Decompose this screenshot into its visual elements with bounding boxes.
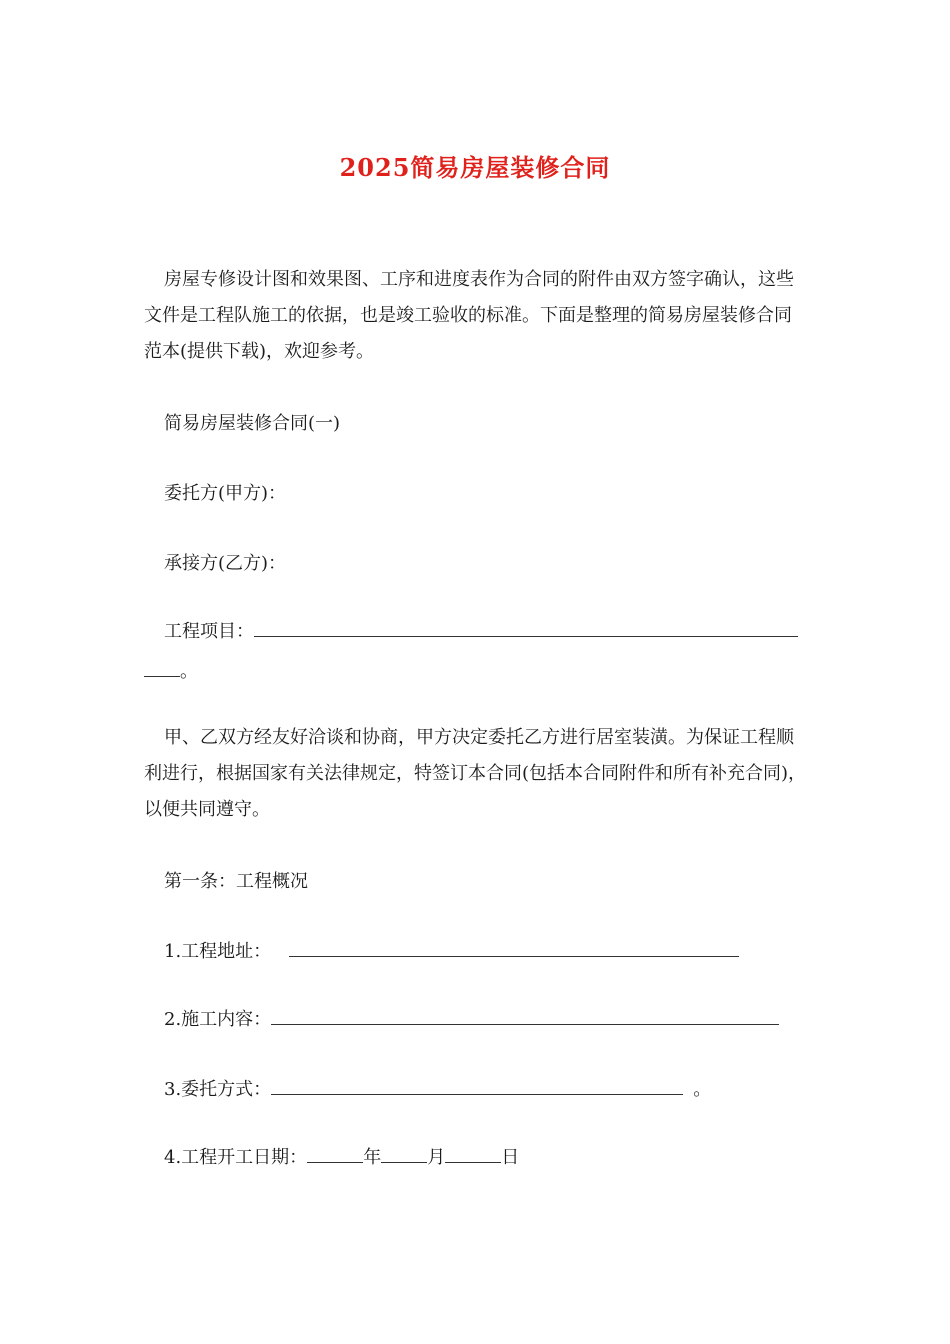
article-one-heading: 第一条：工程概况 (164, 871, 308, 892)
intro-paragraph: 房屋专修设计图和效果图、工序和进度表作为合同的附件由双方签字确认，这些文件是工程队施工的依据，也是竣工验收的标准。下面是整理的简易房屋装修合同范本(提供下载)，欢迎参考。 (144, 269, 794, 362)
contract-heading: 简易房屋装修合同(一) (164, 413, 341, 434)
item-3-line (164, 1072, 711, 1108)
project-blank (254, 618, 798, 637)
document-title: 2025简易房屋装修合同 (339, 153, 611, 182)
year-blank (307, 1144, 363, 1163)
party-b-label: 承接方(乙方)： (164, 553, 287, 574)
project-line (164, 614, 798, 650)
item-1-blank (289, 938, 739, 957)
year-label: 年 (363, 1147, 382, 1168)
day-blank (445, 1144, 501, 1163)
item-2-line (164, 1002, 779, 1038)
project-line-cont (144, 654, 198, 690)
item-3-blank (271, 1076, 683, 1095)
item-1-label: 1.工程地址： (164, 941, 272, 962)
item-1-line (164, 934, 739, 970)
month-label: 月 (427, 1147, 446, 1168)
day-label: 日 (501, 1147, 520, 1168)
item-4-line (164, 1140, 519, 1176)
party-a-label: 委托方(甲方)： (164, 483, 287, 504)
item-3-end: 。 (693, 1079, 712, 1100)
item-2-blank (271, 1006, 779, 1025)
item-2-label: 2.施工内容： (164, 1009, 272, 1030)
item-3-label: 3.委托方式： (164, 1079, 272, 1100)
project-end: 。 (180, 661, 198, 682)
project-label: 工程项目： (164, 621, 254, 642)
item-4-label: 4.工程开工日期： (164, 1147, 308, 1168)
month-blank (381, 1144, 427, 1163)
agreement-paragraph: 甲、乙双方经友好洽谈和协商，甲方决定委托乙方进行居室装潢。为保证工程顺利进行，根据国家有关法律规定，特签订本合同(包括本合同附件和所有补充合同)，以便共同遵守。 (144, 727, 807, 820)
project-blank-cont (144, 658, 180, 677)
